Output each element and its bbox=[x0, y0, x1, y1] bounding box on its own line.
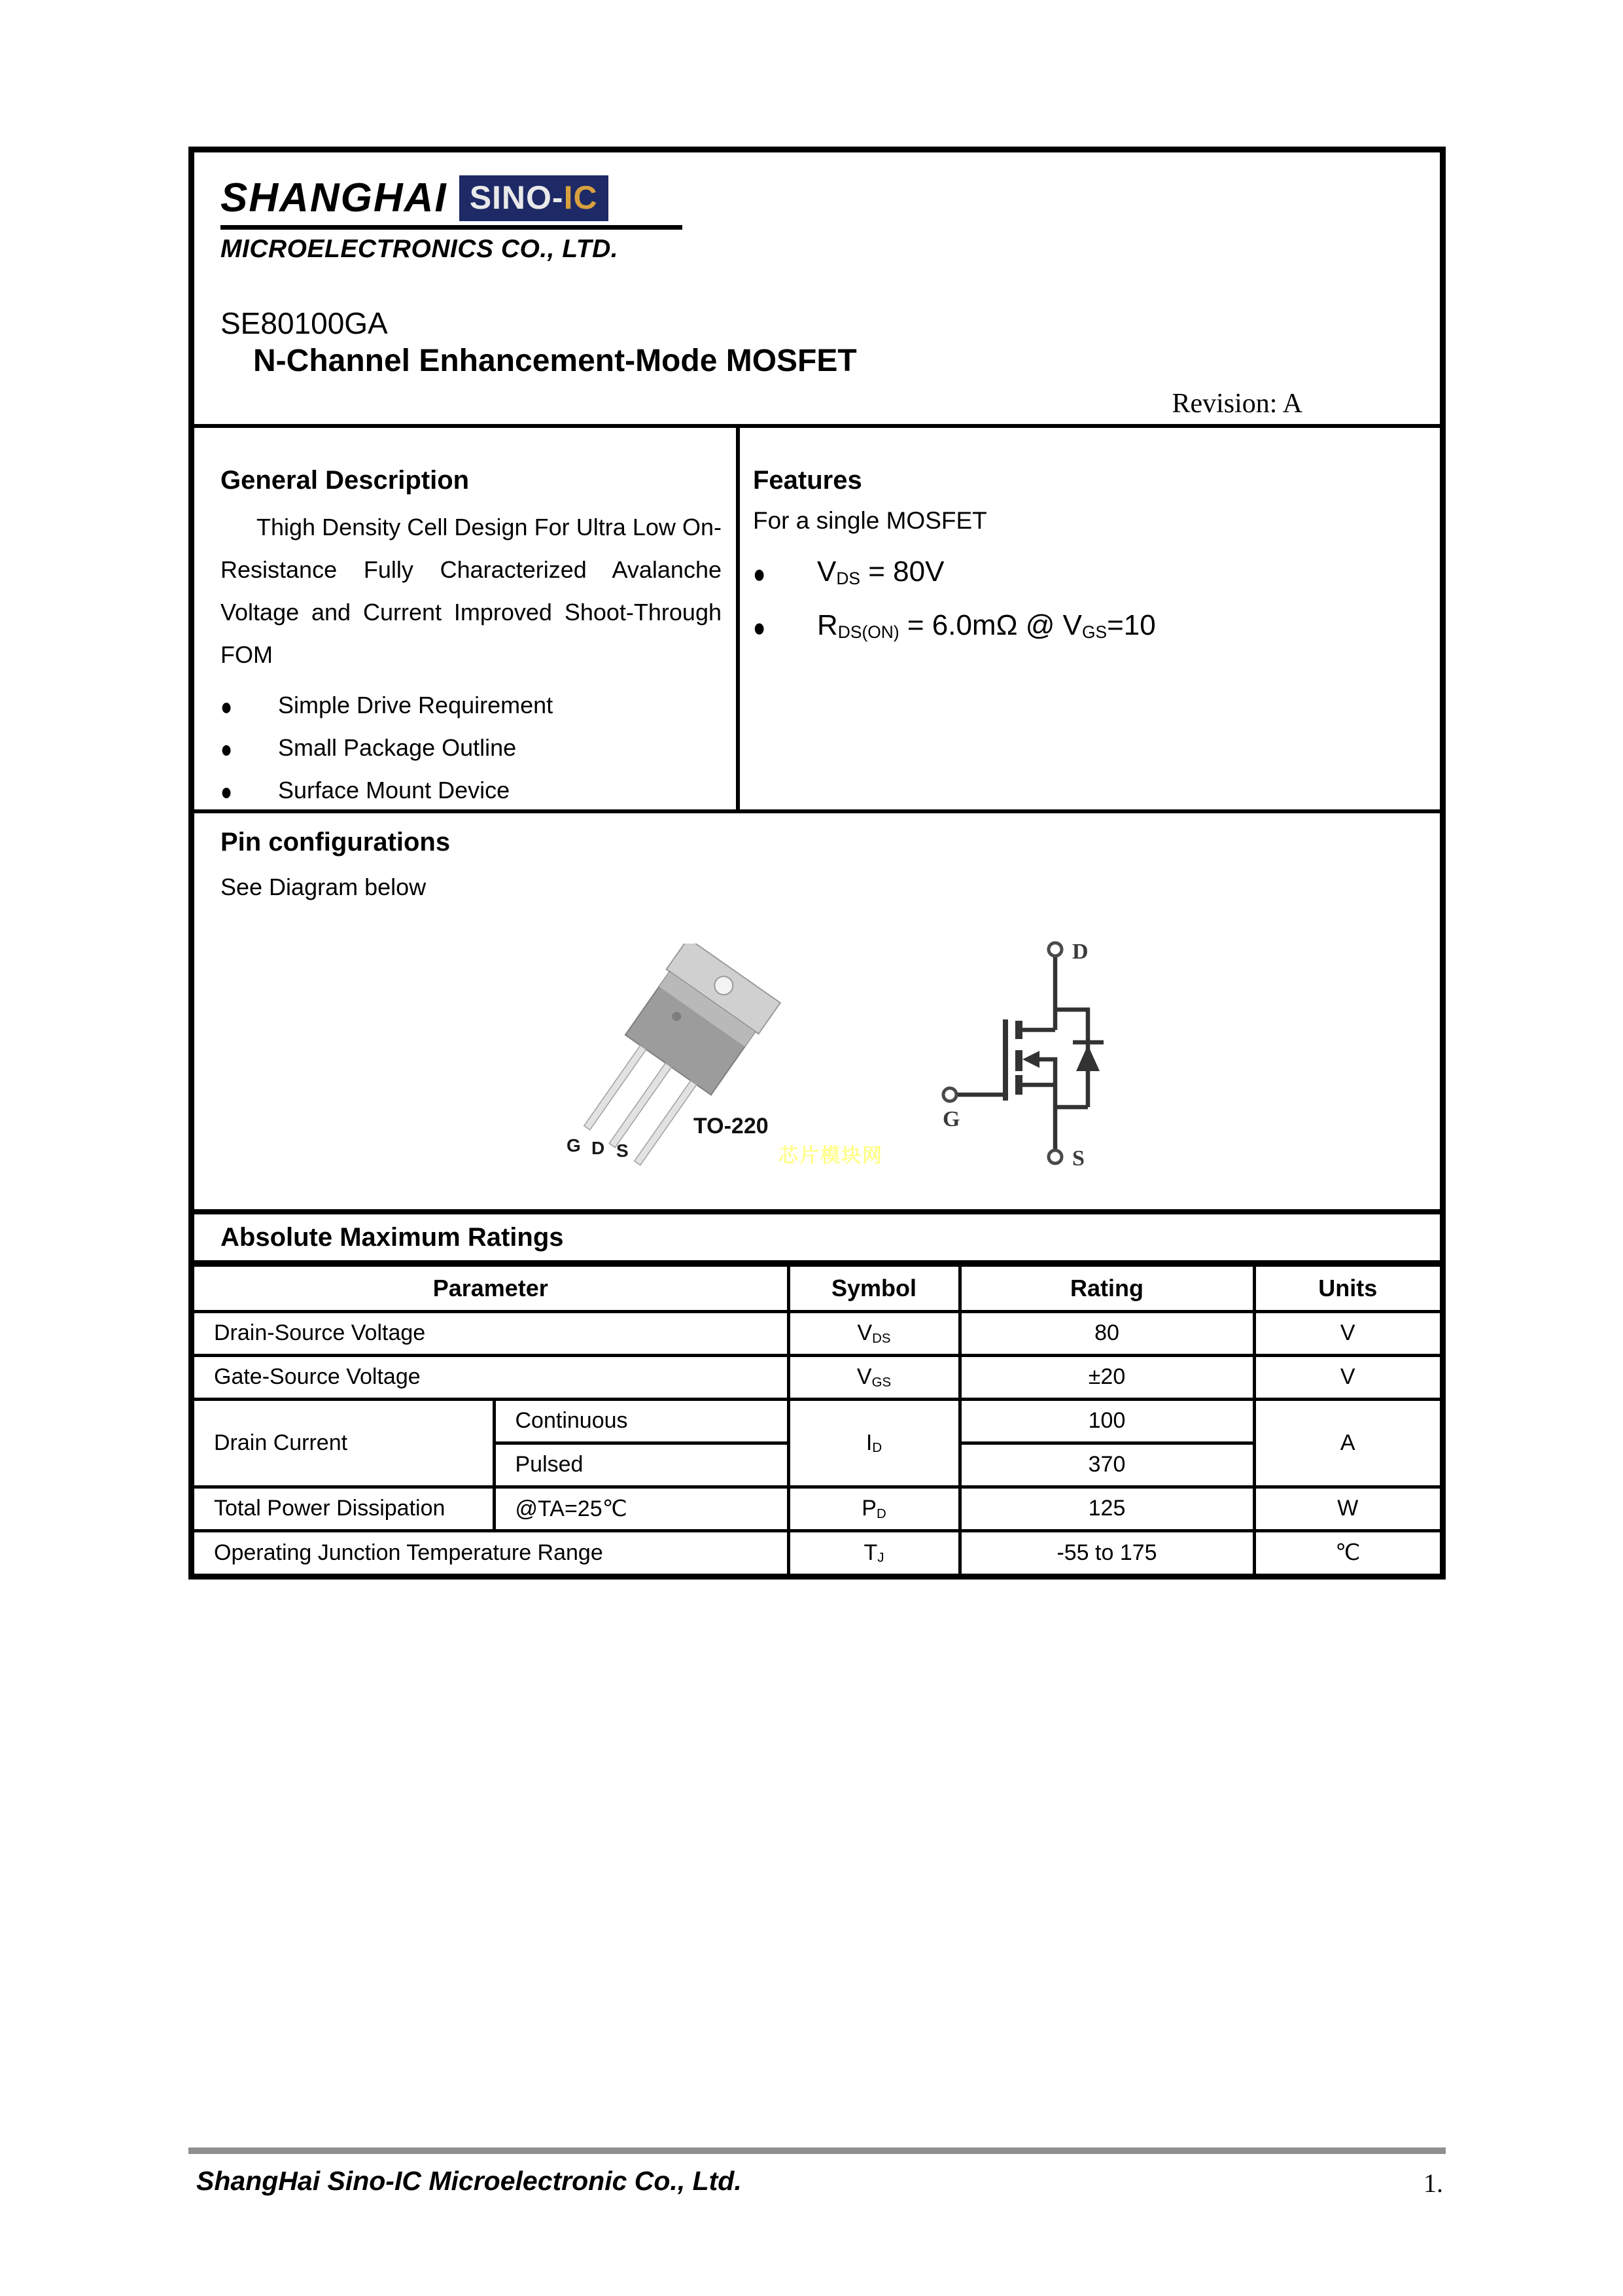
column-header-rating: Rating bbox=[960, 1267, 1254, 1311]
table-row bbox=[194, 1487, 1440, 1530]
channel-segment-mid bbox=[1015, 1050, 1022, 1071]
rating-pd: 125 bbox=[960, 1487, 1254, 1530]
units-vgs: V bbox=[1254, 1355, 1440, 1399]
channel-segment-bottom bbox=[1015, 1075, 1022, 1095]
footer-company-name: ShangHai Sino-IC Microelectronic Co., Ltd. bbox=[196, 2166, 742, 2196]
bullet-icon: ● bbox=[220, 778, 233, 805]
bullet-text: Small Package Outline bbox=[278, 734, 517, 761]
ratings-table bbox=[194, 1267, 1440, 1574]
param-drain-source-voltage: Drain-Source Voltage bbox=[194, 1311, 788, 1355]
condition-continuous: Continuous bbox=[494, 1399, 788, 1443]
bullet-icon: ● bbox=[753, 559, 766, 589]
ratings-heading: Absolute Maximum Ratings bbox=[220, 1222, 564, 1252]
bullet-icon: ● bbox=[753, 612, 766, 643]
content-frame bbox=[188, 147, 1446, 1580]
features-intro: For a single MOSFET bbox=[753, 507, 987, 534]
units-pd: W bbox=[1254, 1487, 1440, 1530]
general-description-paragraph: Thigh Density Cell Design For Ultra Low On-Resistance Fully Characterized Avalanche Voltage and Current Improved Shoot-Through FOM bbox=[220, 514, 722, 668]
general-description-column bbox=[194, 428, 740, 809]
to220-package-figure bbox=[551, 944, 956, 1166]
watermark-text: 芯片模块网 bbox=[778, 1145, 883, 1167]
condition-ta25: @TA=25℃ bbox=[494, 1487, 788, 1530]
feature-vds: $V_{DS} = 80V$ bbox=[817, 556, 945, 588]
channel-segment-top bbox=[1015, 1021, 1022, 1039]
ratings-section-header bbox=[194, 1209, 1440, 1267]
pin-configurations-heading: Pin configurations bbox=[220, 828, 451, 857]
symbol-label-s: S bbox=[1072, 1146, 1085, 1171]
param-gate-source-voltage: Gate-Source Voltage bbox=[194, 1355, 788, 1399]
body-source-line bbox=[1038, 1059, 1055, 1157]
description-features-section bbox=[194, 424, 1440, 813]
drain-terminal bbox=[1049, 943, 1062, 956]
package-pin-label-g: G bbox=[567, 1135, 581, 1156]
table-row bbox=[194, 1355, 1440, 1399]
body-arrow bbox=[1022, 1051, 1039, 1068]
company-logo bbox=[220, 175, 682, 264]
table-header-row bbox=[194, 1267, 1440, 1311]
rating-id-pulsed: 370 bbox=[960, 1443, 1254, 1487]
footer-divider bbox=[188, 2147, 1446, 2154]
mosfet-symbol-figure bbox=[927, 926, 1143, 1194]
footer-page-number: 1. bbox=[1423, 2168, 1443, 2198]
logo-shanghai-text: SHANGHAI bbox=[220, 175, 447, 221]
param-operating-junction-temp: Operating Junction Temperature Range bbox=[194, 1530, 788, 1574]
source-terminal bbox=[1049, 1150, 1062, 1163]
logo-badge-ic: IC bbox=[563, 179, 598, 216]
units-id: A bbox=[1254, 1399, 1440, 1487]
column-header-units: Units bbox=[1254, 1267, 1440, 1311]
package-pin-label-s: S bbox=[616, 1140, 629, 1161]
document-title: N-Channel Enhancement-Mode MOSFET bbox=[253, 344, 857, 378]
logo-company-line: MICROELECTRONICS CO., LTD. bbox=[220, 235, 619, 263]
condition-pulsed: Pulsed bbox=[494, 1443, 788, 1487]
bullet-icon: ● bbox=[220, 693, 233, 720]
column-header-symbol: Symbol bbox=[788, 1267, 960, 1311]
rating-vgs: ±20 bbox=[960, 1355, 1254, 1399]
symbol-label-d: D bbox=[1072, 940, 1089, 964]
list-item bbox=[753, 556, 1427, 588]
general-description-heading: General Description bbox=[220, 466, 470, 495]
symbol-pd: $P_D$ bbox=[788, 1487, 960, 1530]
part-number: SE80100GA bbox=[220, 306, 388, 340]
units-vds: V bbox=[1254, 1311, 1440, 1355]
symbol-vgs: $V_{GS}$ bbox=[788, 1355, 960, 1399]
column-header-parameter: Parameter bbox=[194, 1267, 788, 1311]
table-row bbox=[194, 1311, 1440, 1355]
symbol-label-g: G bbox=[943, 1107, 960, 1131]
table-row bbox=[194, 1399, 1440, 1443]
gate-terminal bbox=[943, 1088, 956, 1101]
list-item bbox=[753, 609, 1427, 642]
param-total-power-dissipation: Total Power Dissipation bbox=[194, 1487, 494, 1530]
bullet-text: Surface Mount Device bbox=[278, 777, 510, 804]
features-heading: Features bbox=[753, 466, 862, 495]
param-drain-current: Drain Current bbox=[194, 1399, 494, 1487]
units-tj: ℃ bbox=[1254, 1530, 1440, 1574]
package-type-label: TO-220 bbox=[693, 1114, 769, 1139]
table-row bbox=[194, 1530, 1440, 1574]
bullet-icon: ● bbox=[220, 735, 233, 763]
logo-sino-ic-badge bbox=[459, 175, 608, 221]
general-description-bullets bbox=[220, 692, 722, 804]
symbol-id: $I_D$ bbox=[788, 1399, 960, 1487]
revision-label: Revision: A bbox=[1172, 389, 1302, 419]
pin-configurations-note: See Diagram below bbox=[220, 874, 427, 900]
symbol-vds: $V_{DS}$ bbox=[788, 1311, 960, 1355]
rating-id-continuous: 100 bbox=[960, 1399, 1254, 1443]
body-diode bbox=[1076, 1045, 1100, 1071]
pin-configurations-section bbox=[194, 813, 1440, 1209]
logo-row bbox=[220, 175, 682, 221]
feature-rdson: $R_{DS(ON)} = 6.0m\Omega$ @ $V_{GS}=10$ bbox=[817, 609, 1156, 642]
features-column bbox=[740, 428, 1440, 809]
list-item bbox=[220, 777, 722, 804]
list-item bbox=[220, 692, 722, 719]
list-item bbox=[220, 734, 722, 762]
rating-vds: 80 bbox=[960, 1311, 1254, 1355]
rating-tj: -55 to 175 bbox=[960, 1530, 1254, 1574]
logo-underline bbox=[220, 225, 682, 230]
package-pin-label-d: D bbox=[591, 1138, 605, 1158]
logo-badge-sino: SINO- bbox=[469, 179, 564, 216]
bullet-text: Simple Drive Requirement bbox=[278, 692, 553, 718]
symbol-tj: $T_J$ bbox=[788, 1530, 960, 1574]
